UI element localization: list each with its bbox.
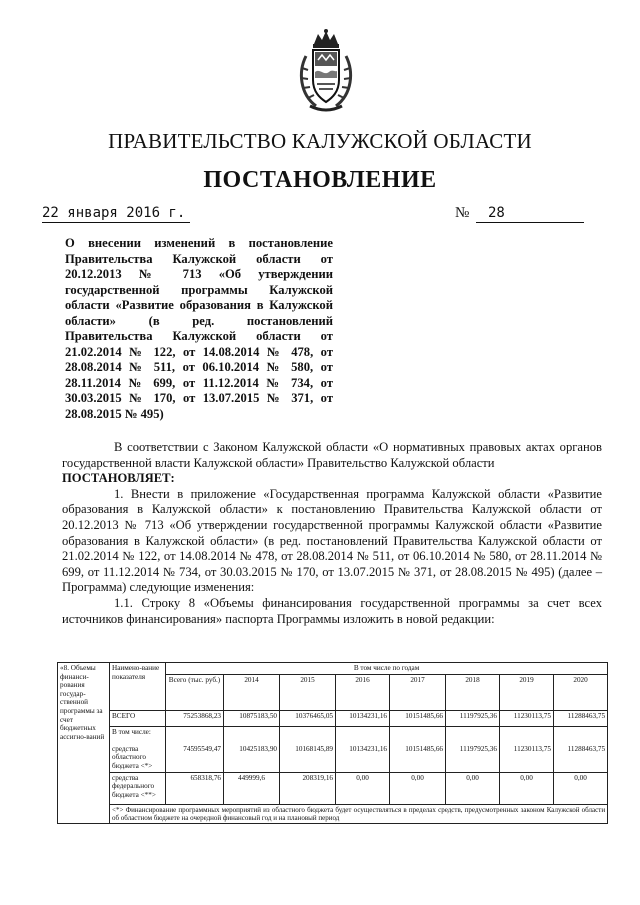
date-underline	[42, 222, 190, 223]
document-body	[62, 440, 602, 627]
value-cell: 10376465,05	[280, 710, 336, 726]
organization-title: ПРАВИТЕЛЬСТВО КАЛУЖСКОЙ ОБЛАСТИ	[108, 129, 532, 153]
name-header-cell: Наимено-вание показателя	[110, 663, 166, 711]
value-cell: 11230113,75	[500, 710, 554, 726]
year-header-cell: 2016	[336, 674, 390, 710]
document-subject: О внесении изменений в постановление Правительства Калужской области от 20.12.2013 № 713 «Об утверждении государственной программы Калужской области «Развитие образования в Калужской области» (в ред. постановлений Правительства Калужской области от 21.02.2014 № 122, от 14.08.2014 № 478, от 28.08.2014 № 511, от 06.10.2014 № 580, от 28.11.2014 № 699, от 11.12.2014 № 734, от 30.03.2015 № 170, от 13.07.2015 № 371, от 28.08.2015 № 495)	[65, 236, 333, 421]
value-cell: 10425183,90	[224, 726, 280, 772]
value-cell: 0,00	[446, 772, 500, 804]
table-row	[58, 726, 608, 772]
total-cell: 658318,76	[166, 772, 224, 804]
value-cell: 10151485,66	[390, 726, 446, 772]
item-1-1-paragraph: 1.1. Строку 8 «Объемы финансирования государственной программы за счет всех источников финансирования» паспорта Программы изложить в новой редакции:	[62, 595, 602, 626]
footnote-cell: <*> Финансирование программных мероприятий из областного бюджета будет осуществляться в пределах средств, предусмотренных законом Калужской области об областном бюджете на очередной финансовый год и на плановый период	[110, 804, 608, 824]
item-1-paragraph: 1. Внести в приложение «Государственная программа Калужской области «Развитие образования в Калужской области» к постановлению Правительства Калужской области от 20.12.2013 № 713 «Об утверждении государственной программы Калужской области «Развитие образования в Калужской области» (в ред. постановлений Правительства Калужской области от 21.02.2014 № 122, от 14.08.2014 № 478, от 28.08.2014 № 511, от 06.10.2014 № 580, от 28.11.2014 № 699, от 11.12.2014 № 734, от 30.03.2015 № 170, от 13.07.2015 № 371, от 28.08.2015 № 495) (далее – Программа) следующие изменения:	[62, 486, 602, 595]
value-cell: 10168145,89	[280, 726, 336, 772]
preamble-paragraph: В соответствии с Законом Калужской области «О нормативных правовых актах органов государственной власти Калужской области» Правительство Калужской области	[62, 440, 602, 470]
year-header-cell: 2015	[280, 674, 336, 710]
total-cell: 75253868,23	[166, 710, 224, 726]
value-cell: 10134231,16	[336, 710, 390, 726]
total-cell: 74595549,47	[166, 726, 224, 772]
group-header-cell: В том числе по годам	[166, 663, 608, 675]
total-header-cell: Всего (тыс. руб.)	[166, 674, 224, 710]
row-label: средства областного бюджета <*>	[112, 744, 153, 770]
value-cell: 0,00	[500, 772, 554, 804]
row-title-cell: «8. Объемы финанси-рования государ-ственной программы за счет бюджетных ассигно-ваний	[58, 663, 110, 824]
year-header-cell: 2014	[224, 674, 280, 710]
footnote-row	[58, 804, 608, 824]
value-cell: 11230113,75	[500, 726, 554, 772]
document-number: 28	[488, 205, 505, 221]
resolves-heading: ПОСТАНОВЛЯЕТ:	[62, 471, 175, 486]
number-sign: №	[455, 205, 470, 221]
financing-table-wrapper	[57, 662, 607, 824]
value-cell: 0,00	[554, 772, 608, 804]
year-header-cell: 2017	[390, 674, 446, 710]
year-header-cell: 2020	[554, 674, 608, 710]
financing-table	[57, 662, 608, 824]
number-underline	[476, 222, 584, 223]
year-header-cell: 2018	[446, 674, 500, 710]
table-row	[58, 710, 608, 726]
value-cell: 11288463,75	[554, 710, 608, 726]
value-cell: 11197925,36	[446, 710, 500, 726]
coat-of-arms-icon	[296, 28, 356, 114]
document-date: 22 января 2016 г.	[42, 205, 186, 221]
year-header-cell: 2019	[500, 674, 554, 710]
including-label: В том числе:	[112, 727, 151, 736]
row-label-cell: средства федерального бюджета <**>	[110, 772, 166, 804]
value-cell: 208319,16	[280, 772, 336, 804]
value-cell: 11288463,75	[554, 726, 608, 772]
table-row	[58, 772, 608, 804]
value-cell: 10151485,66	[390, 710, 446, 726]
row-label-cell	[110, 726, 166, 772]
document-type-title: ПОСТАНОВЛЕНИЕ	[203, 167, 437, 193]
value-cell: 449999,6	[224, 772, 280, 804]
row-label-cell: ВСЕГО	[110, 710, 166, 726]
value-cell: 10875183,50	[224, 710, 280, 726]
value-cell: 0,00	[336, 772, 390, 804]
value-cell: 0,00	[390, 772, 446, 804]
value-cell: 11197925,36	[446, 726, 500, 772]
value-cell: 10134231,16	[336, 726, 390, 772]
